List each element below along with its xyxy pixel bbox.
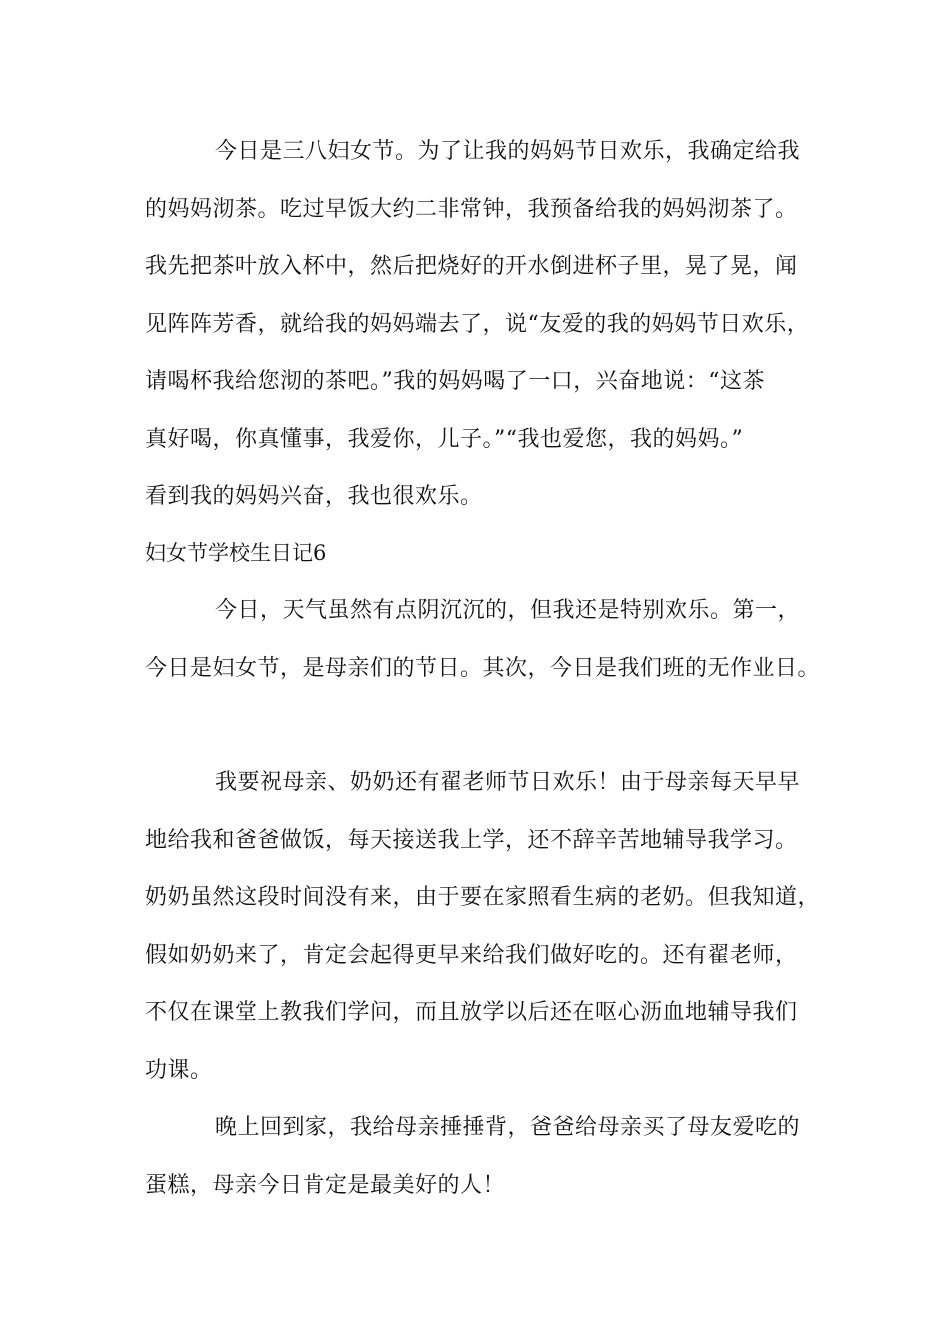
- para1-line-3: 我先把茶叶放入杯中，然后把烧好的开水倒进杯子里，晃了晃，闻: [145, 254, 798, 279]
- para3-line-6: 功课。: [145, 1058, 213, 1083]
- para3-line-1: 我要祝母亲、奶奶还有翟老师节日欢乐！由于母亲每天早早: [215, 770, 801, 795]
- para2-line-1: 今日，天气虽然有点阴沉沉的，但我还是特别欢乐。第一，: [215, 598, 801, 623]
- para1-line-7: 看到我的妈妈兴奋，我也很欢乐。: [145, 484, 483, 509]
- section-heading: 妇女节学校生日记6: [145, 541, 327, 565]
- para3-line-3: 奶奶虽然这段时间没有来，由于要在家照看生病的老奶。但我知道，: [145, 885, 821, 910]
- para3-line-4: 假如奶奶来了，肯定会起得更早来给我们做好吃的。还有翟老师，: [145, 943, 798, 968]
- para1-line-6: 真好喝，你真懂事，我爱你，儿子。”“我也爱您，我的妈妈。”: [145, 427, 744, 452]
- para4-line-1: 晚上回到家，我给母亲捶捶背，爸爸给母亲买了母友爱吃的: [215, 1115, 801, 1140]
- para4-line-2: 蛋糕，母亲今日肯定是最美好的人！: [145, 1173, 506, 1198]
- para3-line-2: 地给我和爸爸做饭，每天接送我上学，还不辞辛苦地辅导我学习。: [145, 828, 798, 853]
- para2-line-2: 今日是妇女节，是母亲们的节日。其次，今日是我们班的无作业日。: [145, 656, 821, 681]
- para3-line-5: 不仅在课堂上教我们学问，而且放学以后还在呕心沥血地辅导我们: [145, 1000, 798, 1025]
- para1-line-2: 的妈妈沏茶。吃过早饭大约二非常钟，我预备给我的妈妈沏茶了。: [145, 197, 798, 222]
- para1-line-4: 见阵阵芳香，就给我的妈妈端去了，说“友爱的我的妈妈节日欢乐，: [145, 312, 810, 337]
- para1-line-1: 今日是三八妇女节。为了让我的妈妈节日欢乐，我确定给我: [215, 139, 801, 164]
- para1-line-5: 请喝杯我给您沏的茶吧。”我的妈妈喝了一口，兴奋地说：“这茶: [145, 369, 765, 394]
